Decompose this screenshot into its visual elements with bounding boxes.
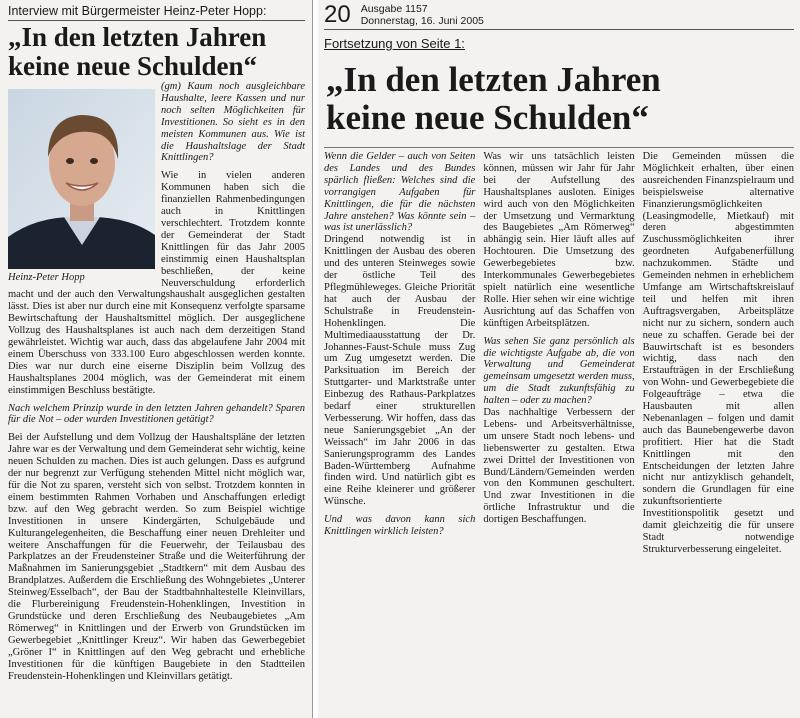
- right-headline-line1: „In den letzten Jahren: [326, 60, 661, 99]
- col1-question-1: Wenn die Gelder – auch von Seiten des Landes und des Bundes spärlich fließen: Welches sind die vorrangigen Aufgaben für Knittlingen, die für die nächsten Jahre anstehen? Was könnte sein – was ist unerlässlich?: [324, 151, 476, 234]
- interview-kicker: Interview mit Bürgermeister Heinz-Peter Hopp:: [8, 4, 305, 21]
- left-page: [0, 0, 313, 718]
- question-2: Nach welchem Prinzip wurde in den letzten Jahren gehandelt? Sparen für die Not – oder wurden Investitionen getätigt?: [8, 402, 305, 426]
- right-headline: [326, 61, 794, 137]
- issue-info: [361, 3, 484, 27]
- column-2: [483, 151, 634, 556]
- photo-caption: Heinz-Peter Hopp: [8, 272, 85, 283]
- right-page: [318, 0, 800, 718]
- portrait-photo: [8, 89, 155, 269]
- portrait-figure: [8, 89, 155, 283]
- page-number: 20: [324, 1, 351, 28]
- col1-answer-1: Dringend notwendig ist in Knittlingen der Ausbau des oberen und des unteren Steinweges sowie der östliche Teil des Pflegmühleweges. Gleiche Priorität hat auch der Ausbau der Schulstraße in Freudenstein-Hohenklingen. Die Multimediaausstattung der Dr. Johannes-Faust-Schule muss Zug um Zug umgesetzt werden. Die Parksituation im Bereich der Stuttgarter- und Marktstraße unter Einbezug des Rathaus-Parkplatzes bedarf einer strukturellen Verbesserung. Wir hoffen, dass das neue Sanierungsgebiet „An der Weissach“ im Jahr 2006 in das Sanierungsprogramm des Landes Baden-Württemberg Aufnahme finden wird. Und natürlich gibt es eine Reihe kleinerer und größerer Wünsche.: [324, 234, 476, 508]
- right-headline-line2: keine neue Schulden“: [326, 98, 649, 137]
- col2-answer-2: Das nachhaltige Verbessern der Lebens- und Arbeitsverhältnisse, um unsere Stadt noch lebens- und liebenswerter zu gestalten. Etwa zwei Drittel der Investitionen von Bund/Ländern/Gemeinden werden von den Kommunen geschultert. Und zwar Investitionen in die örtliche Infrastruktur und die dortigen Beschaffungen.: [483, 407, 635, 526]
- col3-answer: Die Gemeinden müssen die Möglichkeit erhalten, über einen ausreichenden Finanzspielraum und beispielsweise alternative Finanzierungsmöglichkeiten (Leasingmodelle, Mietkauf) mit deren abgestimmten Zuschussmöglichkeiten ihrer geordneten Aufgabenerfüllung nachzukommen. Städte und Gemeinden nehmen in erheblichem Umfange am Wirtschaftskreislauf teil und helfen mit ihren Auftragsvergaben, Arbeitsplätze nicht nur zu sichern, sondern auch neue zu schaffen. Gerade bei der Bauwirtschaft ist es besonders wichtig, dass nach den Erstaufträgen in der Erschließung von Wohn- und Gewerbegebiete die Folgeaufträge – etwa die Hausbauten mit allen Nebenanlagen – folgen und damit auch das Baunebengewerbe davon profitiert. Hier hat die Stadt Knittlingen mit den Entscheidungen der letzten Jahre nicht nur antizyklisch gehandelt, sondern die Grundlagen für eine zukunftsorientierte Investitionspolitik gesetzt und damit gleichzeitig die für unsere Stadt notwendige Strukturverbesserung eingeleitet.: [642, 151, 794, 555]
- article-columns: [324, 147, 794, 556]
- answer-2: Bei der Aufstellung und dem Vollzug der Haushaltspläne der letzten Jahre war es der Verwaltung und dem Gemeinderat sehr wichtig, keine neuen Schulden zu machen. Dies ist auch gelungen. Dass es aufgrund der nur begrenzt zur Verfügung stehenden Mittel nicht möglich war, für die Not zu sparen, versteht sich von selbst. Trotzdem konnten in einem bestimmten Rahmen Vorhaben und Anschaffungen erledigt bzw. auf den Weg gebracht werden. So zum Beispiel wichtige Investitionen in unsere Kindergärten, Schulgebäude und Kulturangelegenheiten, die Beschaffung einer neuen Drehleiter und weitere Anschaffungen für die Feuerwehr, der Teilausbau des Parkplatzes an der Freudensteiner Straße und die Weiterführung der Maßnahmen im Sanierungsgebiet „Stadtkern“ mit dem Ausbau des Brandplatzes. Außerdem die Erschließung des Wohngebietes „Unterer Steinweg/Esselbach“, der Bau der Stadtbahnhaltestelle Kleinvillars, die Flurbereinigung Freudenstein-Hohenklingen, Investition in Grundstücke und deren Erschließung des Neubaugebietes „Am Römerweg“ in Knittlingen und der Erwerb von Grundstücken im Gewerbegebiet „Knittlinger Kreuz“. Wir haben das Gewerbegebiet „Gröner I“ in Knittlingen auf den Weg gebracht und erhebliche Investitionen für die künftigen Baugebiete in den Stadtteilen Freudenstein-Hohenklingen und Kleinvillars getätigt.: [8, 432, 305, 682]
- left-headline-line1: „In den letzten Jahren: [8, 22, 267, 52]
- left-headline: [8, 23, 305, 81]
- col1-question-2: Und was davon kann sich Knittlingen wirklich leisten?: [324, 514, 476, 538]
- left-headline-line2: keine neue Schulden“: [8, 51, 258, 81]
- col2-answer-1: Was wir uns tatsächlich leisten können, müssen wir Jahr für Jahr bei der Aufstellung des Haushaltsplanes ausloten. Einiges wird auch von den Möglichkeiten der Umsetzung und Vermarktung des Baugebietes „Am Römerweg“ abhängig sein. Hier läuft alles auf Hochtouren. Die Umsetzung des Gewerbegebietes bzw. Interkommunales Gewerbegebietes spielt natürlich eine wesentliche Rolle. Hier sehen wir eine wichtige Ausrichtung auf das Schaffen von künftigen Arbeitsplätzen.: [483, 151, 635, 329]
- issue-number: Ausgabe 1157: [360, 3, 428, 15]
- column-3: [643, 151, 794, 556]
- intro-question: (gm) Kaum noch ausgleichbare Haushalte, leere Kassen und nur noch selten Möglichkeiten für Investitionen. So sieht es in den meisten Kommunen aus. Wie ist die Haushaltslage der Stadt Knittlingen?: [161, 81, 305, 164]
- issue-date: Donnerstag, 16. Juni 2005: [360, 15, 484, 27]
- column-1: [324, 151, 475, 556]
- page-masthead: [324, 3, 794, 30]
- col2-question: Was sehen Sie ganz persönlich als die wichtigste Aufgabe ab, die von Verwaltung und Gemeinderat gemeinsam umgesetzt werden muss, um die Stadt zukunftsfähig zu halten – oder zu machen?: [483, 335, 635, 407]
- answer-1: Wie in vielen anderen Kommunen haben sich die finanziellen Rahmenbedingungen auch in Knittlingen verschlechtert. Trotzdem konnte der Gemeinderat der Stadt Knittlingen für das Jahr 2005 einstimmig einen Haushaltsplan beschließen, der keine Neuverschuldung erforderlich macht und der auch den Verwaltungshaushalt ausgeglichen gestalten lässt. Dies ist aber nur durch eine mit Konsequenz verfolgte sparsame Bewirtschaftung der Haushaltsmittel möglich. Der ausgeglichene Vollzug des Haushaltsplanes ist auch nach dem derzeitigen Stand gewährleistet. Wichtig war auch, dass das abgelaufene Jahr 2004 mit einem Überschuss von 333.100 Euro abgeschlossen werden konnte. Dies war nur durch eine eiserne Disziplin beim Vollzug des Haushaltsplanes 2004 möglich, was der Gemeinderat mit einem einstimmigen Beschluss bestätigte.: [8, 170, 305, 396]
- continuation-label: Fortsetzung von Seite 1:: [324, 36, 465, 51]
